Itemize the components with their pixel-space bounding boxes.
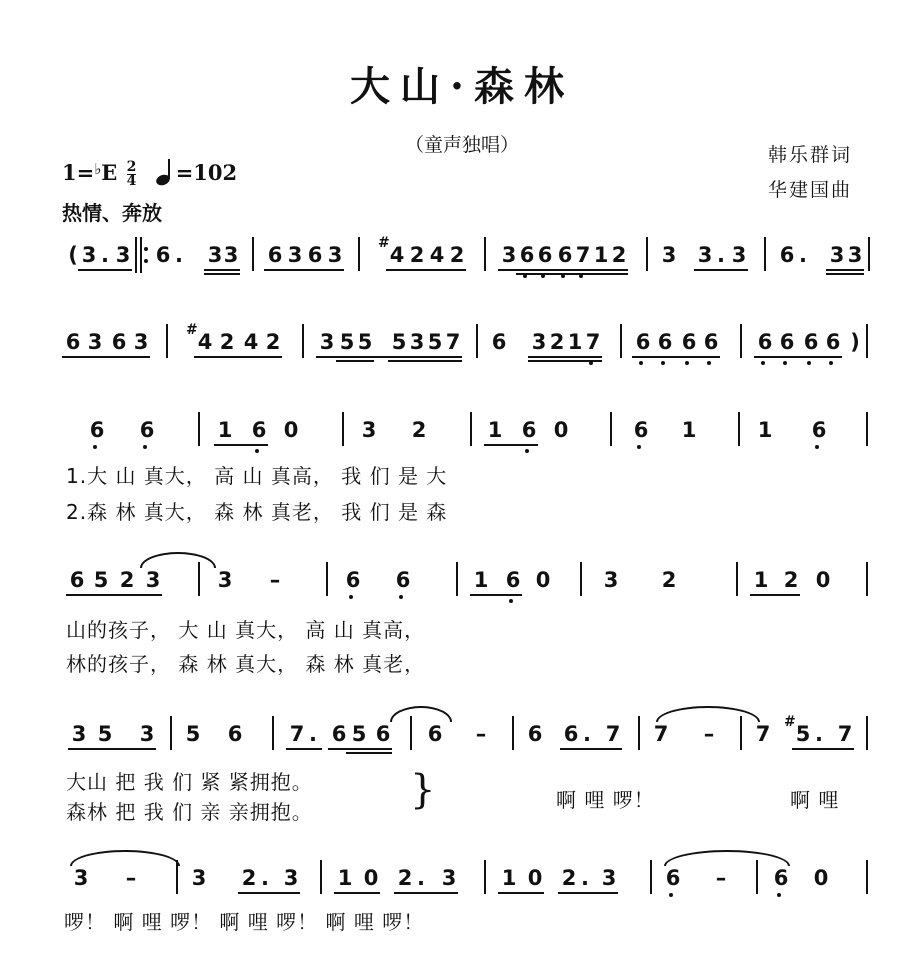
note: 2	[783, 568, 799, 592]
quarter-note-icon	[154, 158, 176, 186]
note: 6	[779, 330, 795, 354]
bar-line	[610, 412, 612, 446]
underline	[386, 269, 466, 271]
octave-dot	[707, 361, 711, 365]
note: 2	[561, 866, 577, 890]
bar-line	[410, 716, 412, 750]
note: 3	[731, 243, 747, 267]
underline	[204, 269, 240, 271]
note: 1	[593, 243, 609, 267]
lyrics-brace: }	[410, 767, 436, 813]
note: 6	[665, 866, 681, 890]
note: )	[850, 330, 860, 354]
underline	[792, 748, 854, 750]
octave-dot	[255, 449, 259, 453]
underline	[214, 444, 268, 446]
note: 6	[375, 722, 391, 746]
note: 3	[409, 330, 425, 354]
bar-line	[638, 716, 640, 750]
lyrics-verse2-line2: 林的孩子， 森 林 真大， 森 林 真老，	[66, 652, 426, 676]
bar-line	[170, 716, 172, 750]
note: 7	[605, 722, 621, 746]
note: 3	[191, 866, 207, 890]
underline	[528, 360, 602, 362]
note: 6	[779, 243, 795, 267]
octave-dot	[815, 445, 819, 449]
note: .	[261, 866, 269, 890]
time-top: 2	[126, 159, 137, 175]
note: 6	[505, 568, 521, 592]
note: 3	[73, 866, 89, 890]
note: 3	[829, 243, 845, 267]
note: –	[703, 722, 715, 746]
note: 1	[337, 866, 353, 890]
bar-line	[302, 324, 304, 358]
bar-line	[456, 562, 458, 596]
octave-dot	[399, 595, 403, 599]
bar-line	[866, 562, 868, 596]
note: 0	[527, 866, 543, 890]
underline	[554, 273, 628, 275]
underline	[286, 748, 322, 750]
note: 2	[409, 243, 425, 267]
underline	[264, 269, 344, 271]
sharp-sign: #	[378, 235, 390, 251]
octave-dot	[561, 274, 565, 278]
note: 1	[217, 418, 233, 442]
lyrics-verse2-line3: 森林 把 我 们 亲 亲拥抱。	[66, 800, 313, 824]
note: .	[101, 243, 109, 267]
note: 6	[69, 568, 85, 592]
octave-dot	[523, 274, 527, 278]
underline	[498, 892, 544, 894]
note: .	[175, 243, 183, 267]
note: 3	[223, 243, 239, 267]
flat-sign: ♭	[94, 160, 102, 178]
tie	[656, 706, 760, 722]
note: 6	[267, 243, 283, 267]
note: –	[475, 722, 487, 746]
note: 2	[549, 330, 565, 354]
underline	[238, 892, 300, 894]
note: 2	[411, 418, 427, 442]
bar-line	[620, 324, 622, 358]
key-letter: E	[101, 160, 118, 185]
note: 6	[527, 722, 543, 746]
composer: 华建国曲	[768, 179, 853, 201]
bar-line	[135, 237, 137, 273]
underline	[68, 748, 156, 750]
lyrics-line4: 啰！ 啊 哩 啰！ 啊 哩 啰！ 啊 哩 啰！	[64, 910, 425, 934]
bar-line	[764, 237, 766, 271]
note: 6	[825, 330, 841, 354]
bar-line	[252, 237, 254, 271]
note: 6	[111, 330, 127, 354]
note: 4	[429, 243, 445, 267]
tie	[390, 706, 452, 722]
bar-line	[166, 324, 168, 358]
octave-dot	[829, 361, 833, 365]
note: 0	[363, 866, 379, 890]
note: 6	[65, 330, 81, 354]
time-signature	[127, 161, 137, 188]
note: 3	[601, 866, 617, 890]
note: 6	[635, 330, 651, 354]
bar-line	[866, 860, 868, 894]
lyrics-line3-end: 啊 哩	[790, 788, 840, 812]
bar-line	[198, 412, 200, 446]
note: 3	[327, 243, 343, 267]
note: 3	[139, 722, 155, 746]
note: 6	[519, 243, 535, 267]
note: 0	[813, 866, 829, 890]
note: 1	[757, 418, 773, 442]
note: 2	[449, 243, 465, 267]
underline	[560, 748, 622, 750]
note: 6	[633, 418, 649, 442]
note: 3	[661, 243, 677, 267]
octave-dot	[637, 445, 641, 449]
note: 6	[395, 568, 411, 592]
note: 6	[563, 722, 579, 746]
tie	[664, 850, 790, 866]
note: 6	[155, 243, 171, 267]
underline	[316, 356, 462, 358]
lyrics-verse1-line2: 山的孩子， 大 山 真大， 高 山 真高，	[66, 618, 426, 642]
note: 0	[535, 568, 551, 592]
underline	[528, 356, 602, 358]
note: 6	[757, 330, 773, 354]
underline	[388, 360, 462, 362]
bar-line	[470, 412, 472, 446]
note: 5	[427, 330, 443, 354]
note: 7	[755, 722, 771, 746]
lyrics-verse1-line3: 大山 把 我 们 紧 紧拥抱。	[66, 770, 313, 794]
note: 3	[531, 330, 547, 354]
underline	[826, 269, 864, 271]
note: .	[309, 722, 317, 746]
note: 3	[115, 243, 131, 267]
octave-dot	[144, 259, 148, 263]
expression-mark: 热情、奔放	[62, 201, 162, 225]
bar-line	[866, 412, 868, 446]
note: 3	[847, 243, 863, 267]
bar-line	[756, 860, 758, 894]
note: 2	[119, 568, 135, 592]
note: 0	[283, 418, 299, 442]
underline	[750, 594, 800, 596]
note: 7	[585, 330, 601, 354]
note: 6	[811, 418, 827, 442]
octave-dot	[579, 274, 583, 278]
note: 5	[357, 330, 373, 354]
octave-dot	[589, 361, 593, 365]
octave-dot	[144, 247, 148, 251]
bar-line	[140, 237, 142, 273]
note: 6	[227, 722, 243, 746]
underline	[66, 594, 162, 596]
note: 3	[217, 568, 233, 592]
note: 1	[567, 330, 583, 354]
bar-line	[476, 324, 478, 358]
note: –	[269, 568, 281, 592]
note: 7	[575, 243, 591, 267]
note: 5	[93, 568, 109, 592]
note: 6	[557, 243, 573, 267]
bar-line	[650, 860, 652, 894]
bar-line	[868, 237, 870, 271]
bar-line	[342, 412, 344, 446]
note: 3	[287, 243, 303, 267]
note: 6	[307, 243, 323, 267]
bar-line	[646, 237, 648, 271]
note: 6	[139, 418, 155, 442]
note: 5	[185, 722, 201, 746]
note: 1	[473, 568, 489, 592]
underline	[62, 356, 150, 358]
bar-line	[866, 324, 868, 358]
note: 1	[681, 418, 697, 442]
sharp-sign: #	[784, 714, 796, 730]
note: .	[417, 866, 425, 890]
note: 7	[653, 722, 669, 746]
note: 3	[361, 418, 377, 442]
underline	[336, 360, 374, 362]
note: –	[715, 866, 727, 890]
underline	[694, 269, 748, 271]
underline	[516, 273, 554, 275]
bar-line	[736, 562, 738, 596]
note: 2	[219, 330, 235, 354]
note: .	[581, 866, 589, 890]
octave-dot	[639, 361, 643, 365]
note: 2	[265, 330, 281, 354]
octave-dot	[143, 445, 147, 449]
note: 6	[427, 722, 443, 746]
note: 3	[319, 330, 335, 354]
note: 6	[681, 330, 697, 354]
octave-dot	[661, 361, 665, 365]
underline	[204, 273, 240, 275]
underline	[470, 594, 522, 596]
note: 5	[351, 722, 367, 746]
note: 4	[389, 243, 405, 267]
note: (	[68, 243, 78, 267]
underline	[334, 892, 380, 894]
octave-dot	[669, 893, 673, 897]
octave-dot	[761, 361, 765, 365]
underline	[194, 356, 282, 358]
note: 4	[197, 330, 213, 354]
bar-line	[738, 412, 740, 446]
bar-line	[326, 562, 328, 596]
lyricist: 韩乐群词	[768, 144, 853, 166]
note: 1	[753, 568, 769, 592]
bar-line	[580, 562, 582, 596]
underline	[346, 752, 392, 754]
note: 2	[611, 243, 627, 267]
note: 6	[89, 418, 105, 442]
note: 3	[145, 568, 161, 592]
key-one: 1=	[62, 160, 95, 185]
note: .	[815, 722, 823, 746]
octave-dot	[685, 361, 689, 365]
underline	[558, 892, 618, 894]
tie	[140, 552, 216, 568]
note: 5	[339, 330, 355, 354]
octave-dot	[807, 361, 811, 365]
note: 7	[837, 722, 853, 746]
bar-line	[740, 716, 742, 750]
time-bottom: 4	[126, 173, 137, 189]
note: .	[717, 243, 725, 267]
underline	[484, 444, 538, 446]
note: 6	[657, 330, 673, 354]
song-title: 大山·森林	[350, 63, 574, 110]
bar-line	[866, 716, 868, 750]
note: 5	[97, 722, 113, 746]
note: 1	[501, 866, 517, 890]
note: 6	[331, 722, 347, 746]
bar-line	[320, 860, 322, 894]
note: 4	[243, 330, 259, 354]
lyrics-line3-refrain: 啊 哩 啰！	[556, 788, 655, 812]
bar-line	[512, 716, 514, 750]
note: 3	[207, 243, 223, 267]
note: 6	[251, 418, 267, 442]
bar-line	[740, 324, 742, 358]
tempo-value: =102	[175, 160, 238, 185]
underline	[498, 269, 628, 271]
note: .	[583, 722, 591, 746]
note: 6	[537, 243, 553, 267]
octave-dot	[349, 595, 353, 599]
note: 3	[697, 243, 713, 267]
underline	[632, 356, 720, 358]
note: 6	[491, 330, 507, 354]
octave-dot	[509, 599, 513, 603]
bar-line	[358, 237, 360, 271]
note: 3	[87, 330, 103, 354]
octave-dot	[525, 449, 529, 453]
octave-dot	[541, 274, 545, 278]
bar-line	[272, 716, 274, 750]
note: 6	[345, 568, 361, 592]
note: 5	[391, 330, 407, 354]
note: 0	[815, 568, 831, 592]
note: 6	[803, 330, 819, 354]
underline	[78, 269, 132, 271]
subtitle: （童声独唱）	[404, 134, 519, 156]
octave-dot	[783, 361, 787, 365]
note: 5	[795, 722, 811, 746]
note: 2	[397, 866, 413, 890]
note: 6	[703, 330, 719, 354]
note: 7	[289, 722, 305, 746]
key-signature	[62, 158, 237, 188]
note: 2	[241, 866, 257, 890]
note: 3	[133, 330, 149, 354]
bar-line	[484, 860, 486, 894]
note: 3	[501, 243, 517, 267]
sharp-sign: #	[186, 322, 198, 338]
note: 3	[81, 243, 97, 267]
bar-line	[176, 860, 178, 894]
underline	[328, 748, 392, 750]
note: 6	[521, 418, 537, 442]
note: .	[799, 243, 807, 267]
underline	[826, 273, 864, 275]
underline	[394, 892, 458, 894]
bar-line	[484, 237, 486, 271]
note: –	[125, 866, 137, 890]
note: 2	[661, 568, 677, 592]
lyrics-verse1-line1: 1.大 山 真大， 高 山 真高， 我 们 是 大	[66, 464, 448, 488]
octave-dot	[777, 893, 781, 897]
bar-line	[198, 562, 200, 596]
octave-dot	[93, 445, 97, 449]
lyrics-verse2-line1: 2.森 林 真大， 森 林 真老， 我 们 是 森	[66, 500, 448, 524]
note: 6	[773, 866, 789, 890]
tie	[70, 850, 180, 866]
note: 3	[71, 722, 87, 746]
note: 3	[283, 866, 299, 890]
note: 7	[445, 330, 461, 354]
note: 3	[441, 866, 457, 890]
note: 0	[553, 418, 569, 442]
note: 1	[487, 418, 503, 442]
underline	[754, 356, 842, 358]
note: 3	[603, 568, 619, 592]
